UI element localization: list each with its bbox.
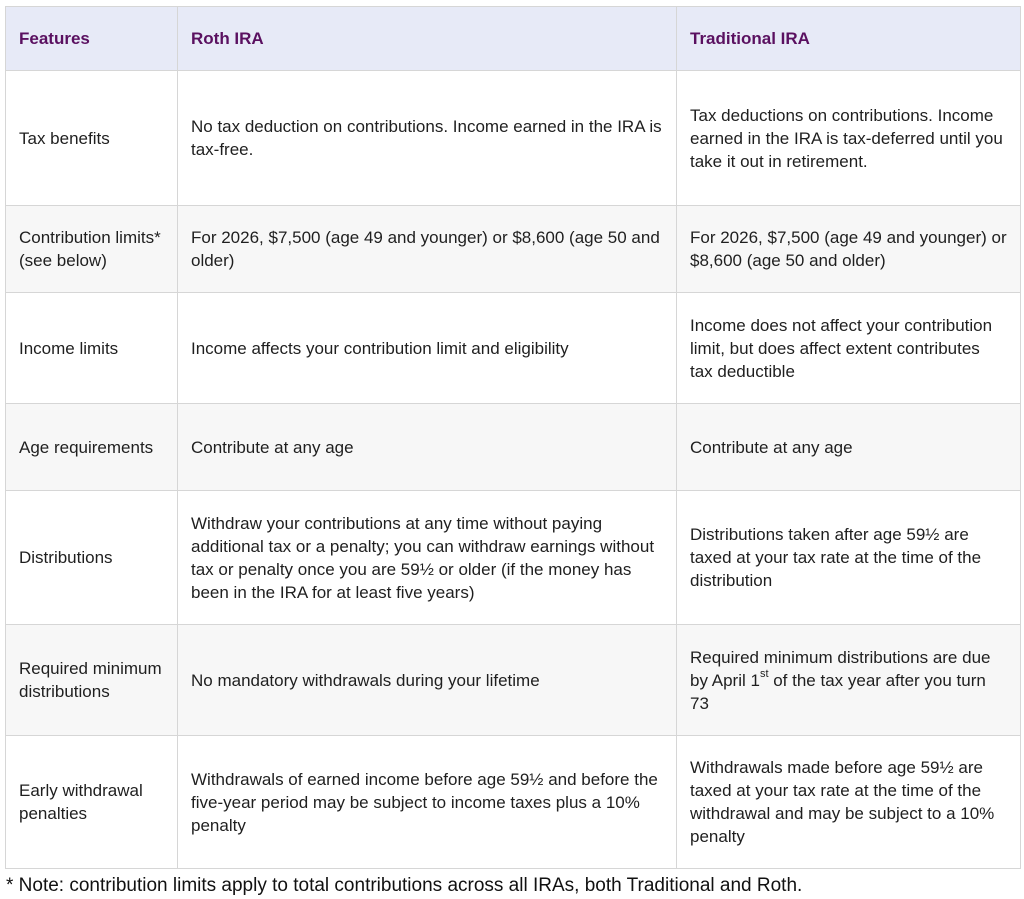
table-row-income-limits — [6, 293, 1021, 404]
table-row-required-minimum-distributions — [6, 625, 1021, 736]
feature-cell: Distributions — [6, 491, 178, 625]
ordinal-suffix: st — [759, 667, 769, 680]
table-row-tax-benefits — [6, 71, 1021, 206]
roth-cell: Income affects your contribution limit and eligibility — [178, 293, 677, 404]
traditional-text-after: of the tax year after you turn 73 — [690, 670, 986, 713]
table-row-contribution-limits — [6, 206, 1021, 293]
feature-cell: Early withdrawal penalties — [6, 736, 178, 869]
traditional-cell: Withdrawals made before age 59½ are taxed at your tax rate at the time of the withdrawal and may be subject to a 10% penalty — [677, 736, 1021, 869]
feature-cell: Tax benefits — [6, 71, 178, 206]
footnote: * Note: contribution limits apply to total contributions across all IRAs, both Traditional and Roth. — [6, 875, 803, 896]
traditional-cell: Contribute at any age — [677, 404, 1021, 491]
table-row-early-withdrawal-penalties — [6, 736, 1021, 869]
traditional-text-before: Required minimum distributions are due by April 1 — [690, 647, 991, 690]
table-row-age-requirements — [6, 404, 1021, 491]
header-features: Features — [6, 7, 178, 71]
feature-cell: Age requirements — [6, 404, 178, 491]
roth-cell: Withdrawals of earned income before age 59½ and before the five-year period may be subject to income taxes plus a 10% penalty — [178, 736, 677, 869]
roth-cell: For 2026, $7,500 (age 49 and younger) or $8,600 (age 50 and older) — [178, 206, 677, 293]
traditional-cell: Income does not affect your contribution limit, but does affect extent contributes tax deductible — [677, 293, 1021, 404]
traditional-cell: For 2026, $7,500 (age 49 and younger) or $8,600 (age 50 and older) — [677, 206, 1021, 293]
roth-cell: No tax deduction on contributions. Income earned in the IRA is tax-free. — [178, 71, 677, 206]
traditional-cell — [677, 625, 1021, 736]
roth-cell: No mandatory withdrawals during your lifetime — [178, 625, 677, 736]
header-traditional-ira: Traditional IRA — [677, 7, 1021, 71]
ira-comparison-table — [5, 6, 1021, 869]
feature-cell: Income limits — [6, 293, 178, 404]
feature-cell: Contribution limits*(see below) — [6, 206, 178, 293]
traditional-cell: Distributions taken after age 59½ are taxed at your tax rate at the time of the distribution — [677, 491, 1021, 625]
traditional-cell: Tax deductions on contributions. Income earned in the IRA is tax-deferred until you take it out in retirement. — [677, 71, 1021, 206]
table-row-distributions — [6, 491, 1021, 625]
roth-cell: Contribute at any age — [178, 404, 677, 491]
header-roth-ira: Roth IRA — [178, 7, 677, 71]
feature-cell: Required minimum distributions — [6, 625, 178, 736]
roth-cell: Withdraw your contributions at any time without paying additional tax or a penalty; you can withdraw earnings without tax or penalty once you are 59½ or older (if the money has been in the IRA for at least five years) — [178, 491, 677, 625]
header-row — [6, 7, 1021, 71]
